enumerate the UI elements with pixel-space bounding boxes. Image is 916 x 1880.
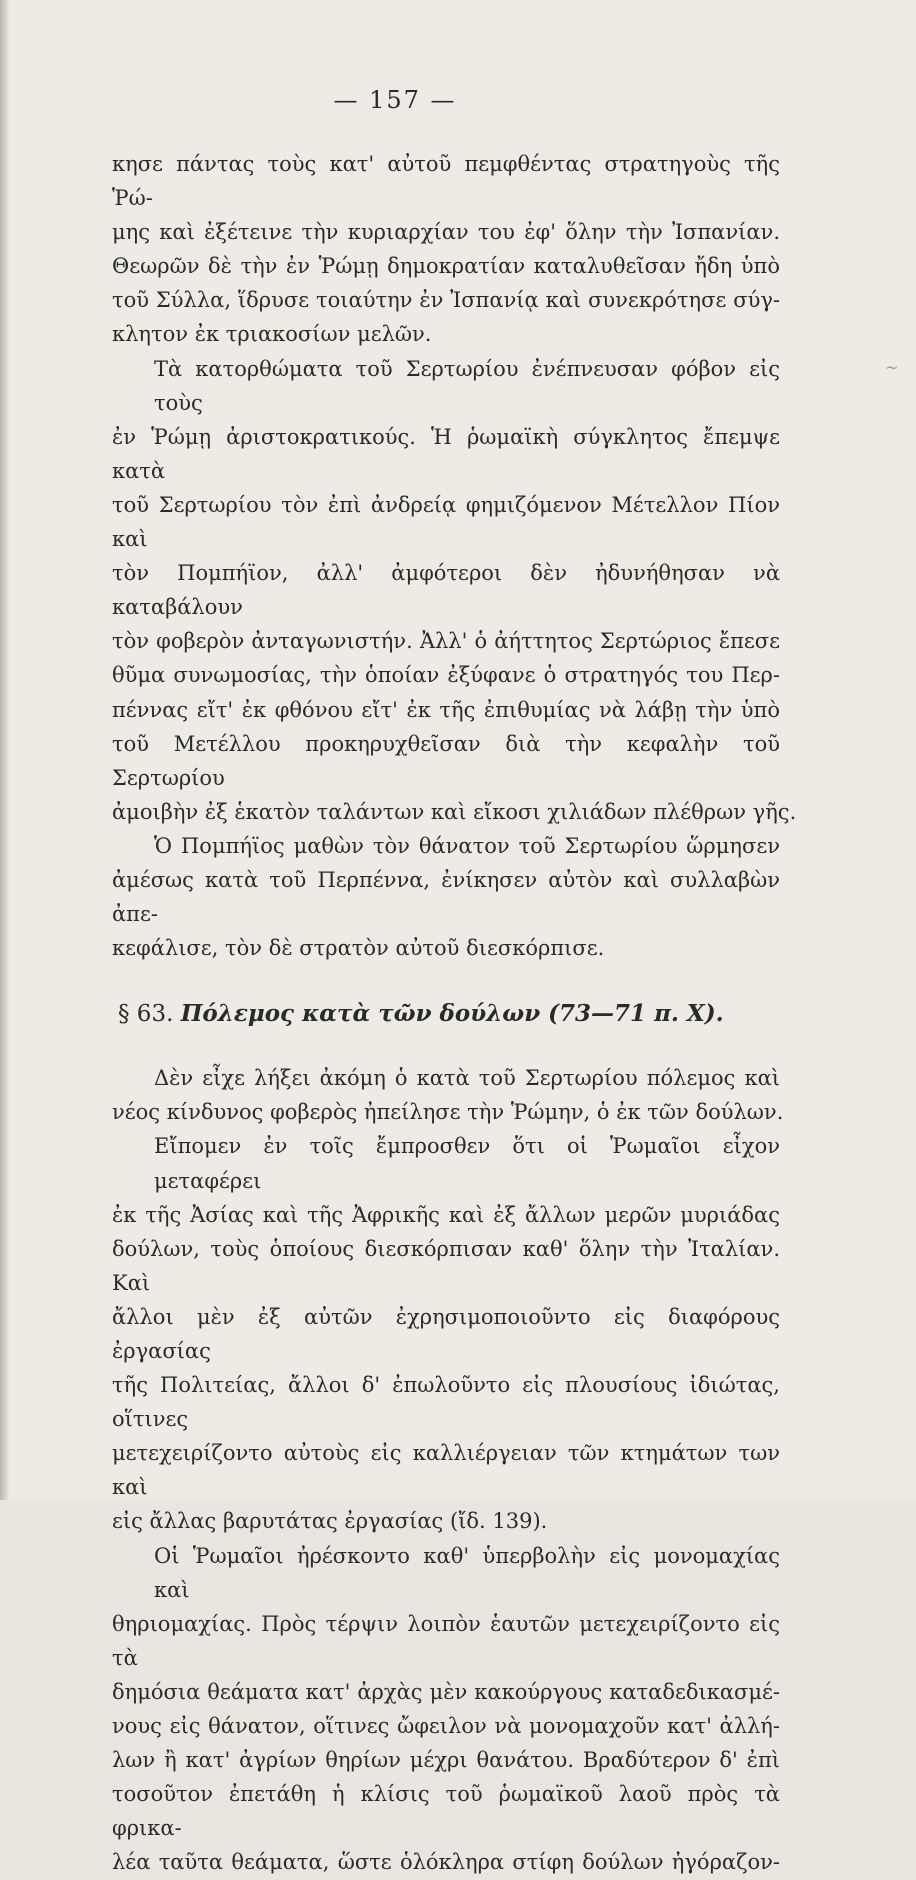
text-line: Ὁ Πομπήϊος μαθὼν τὸν θάνατον τοῦ Σερτωρίου ὥρμησεν [154,833,780,858]
text-line: νους εἰς θάνατον, οἵτινες ὤφειλον νὰ μονομαχοῦν κατ' ἀλλή- [112,1714,780,1739]
text-line: ἀμέσως κατὰ τοῦ Περπέννα, ἐνίκησεν αὐτὸν καὶ συλλαβὼν ἀπε- [112,867,780,927]
text-line: κλητον ἐκ τριακοσίων μελῶν. [112,322,432,347]
text-line: νέος κίνδυνος φοβερὸς ἠπείλησε τὴν Ῥώμην, ὁ ἐκ τῶν δούλων. [112,1100,784,1125]
paragraph-4 [112,1061,784,1129]
text-line: πέννας εἴτ' ἐκ φθόνου εἴτ' ἐκ τῆς ἐπιθυμίας νὰ λάβῃ τὴν ὑπὸ [112,697,780,722]
page-content [112,147,797,1880]
text-line: δημόσια θεάματα κατ' ἀρχὰς μὲν κακούργους καταδεδικασμέ- [112,1679,780,1704]
text-line: τὸν Πομπήϊον, ἀλλ' ἀμφότεροι δὲν ἠδυνήθησαν νὰ καταβάλουν [112,561,780,620]
page-number: — 157 — [333,86,457,114]
paragraph-6 [112,1539,780,1880]
text-line: ἀμοιβὴν ἐξ ἑκατὸν ταλάντων καὶ εἴκοσι χιλιάδων πλέθρων γῆς. [112,799,797,824]
section-heading [112,997,780,1031]
text-line: τοῦ Σύλλα, ἵδρυσε τοιαύτην ἐν Ἰσπανίᾳ καὶ συνεκρότησε σύγ- [112,288,780,313]
section-title: Πόλεμος κατὰ τῶν δούλων (73—71 π. Χ). [180,1000,724,1028]
text-line: κεφάλισε, τὸν δὲ στρατὸν αὐτοῦ διεσκόρπισε. [112,936,605,961]
text-line: λων ἢ κατ' ἀγρίων θηρίων μέχρι θανάτου. Βραδύτερον δ' ἐπὶ [112,1748,780,1773]
text-line: ἐκ τῆς Ἀσίας καὶ τῆς Ἀφρικῆς καὶ ἐξ ἄλλων μερῶν μυριάδας [112,1202,780,1227]
text-line: Εἴπομεν ἐν τοῖς ἔμπροσθεν ὅτι οἱ Ῥωμαῖοι εἶχον μεταφέρει [154,1134,780,1193]
text-line: μετεχειρίζοντο αὐτοὺς εἰς καλλιέργειαν τῶν κτημάτων των καὶ [112,1441,780,1500]
text-line: τοῦ Μετέλλου προκηρυχθεῖσαν διὰ τὴν κεφαλὴν τοῦ Σερτωρίου [112,731,780,790]
text-line: Δὲν εἶχε λήξει ἀκόμη ὁ κατὰ τοῦ Σερτωρίου πόλεμος καὶ [154,1066,780,1091]
text-line: ἄλλοι μὲν ἐξ αὐτῶν ἐχρησιμοποιοῦντο εἰς διαφόρους ἐργασίας [112,1304,780,1363]
text-line: κησε πάντας τοὺς κατ' αὐτοῦ πεμφθέντας στρατηγοὺς τῆς Ῥώ- [112,152,780,211]
text-line: λέα ταῦτα θεάματα, ὥστε ὁλόκληρα στίφη δούλων ἠγόραζον- [112,1850,780,1875]
text-line: Θεωρῶν δὲ τὴν ἐν Ῥώμῃ δημοκρατίαν καταλυθεῖσαν ἤδη ὑπὸ [112,254,780,279]
paragraph-3 [112,829,780,965]
section-number: § 63. [118,1001,174,1028]
text-line: θηριομαχίας. Πρὸς τέρψιν λοιπὸν ἑαυτῶν μετεχειρίζοντο εἰς τὰ [112,1611,780,1670]
text-line: μης καὶ ἐξέτεινε τὴν κυριαρχίαν του ἐφ' ὅλην τὴν Ἰσπανίαν. [112,220,780,245]
text-line: τῆς Πολιτείας, ἄλλοι δ' ἐπωλοῦντο εἰς πλουσίους ἰδιώτας, οἵτινες [112,1373,780,1432]
paragraph-2 [112,352,797,829]
text-line: Τὰ κατορθώματα τοῦ Σερτωρίου ἐνέπνευσαν φόβον εἰς τοὺς [154,356,780,415]
paragraph-5 [112,1129,780,1538]
text-line: τὸν φοβερὸν ἀνταγωνιστήν. Ἀλλ' ὁ ἀήττητος Σερτώριος ἔπεσε [112,629,780,654]
text-line: τοῦ Σερτωρίου τὸν ἐπὶ ἀνδρείᾳ φημιζόμενον Μέτελλον Πίον καὶ [112,492,780,552]
text-line: ἐν Ῥώμῃ ἀριστοκρατικούς. Ἡ ῥωμαϊκὴ σύγκλητος ἔπεμψε κατὰ [112,424,780,483]
paragraph-1 [112,147,780,352]
page-edge-shadow [0,0,10,1500]
margin-mark: ~ [885,358,899,377]
text-line: τοσοῦτον ἐπετάθη ἡ κλίσις τοῦ ῥωμαϊκοῦ λαοῦ πρὸς τὰ φρικα- [112,1782,780,1841]
text-line: θῦμα συνωμοσίας, τὴν ὁποίαν ἐξύφανε ὁ στρατηγός του Περ- [112,663,780,688]
text-line: εἰς ἄλλας βαρυτάτας ἐργασίας (ἴδ. 139). [112,1509,548,1534]
text-line: δούλων, τοὺς ὁποίους διεσκόρπισαν καθ' ὅλην τὴν Ἰταλίαν. Καὶ [112,1236,780,1295]
text-line: Οἱ Ῥωμαῖοι ἠρέσκοντο καθ' ὑπερβολὴν εἰς μονομαχίας καὶ [154,1543,780,1602]
